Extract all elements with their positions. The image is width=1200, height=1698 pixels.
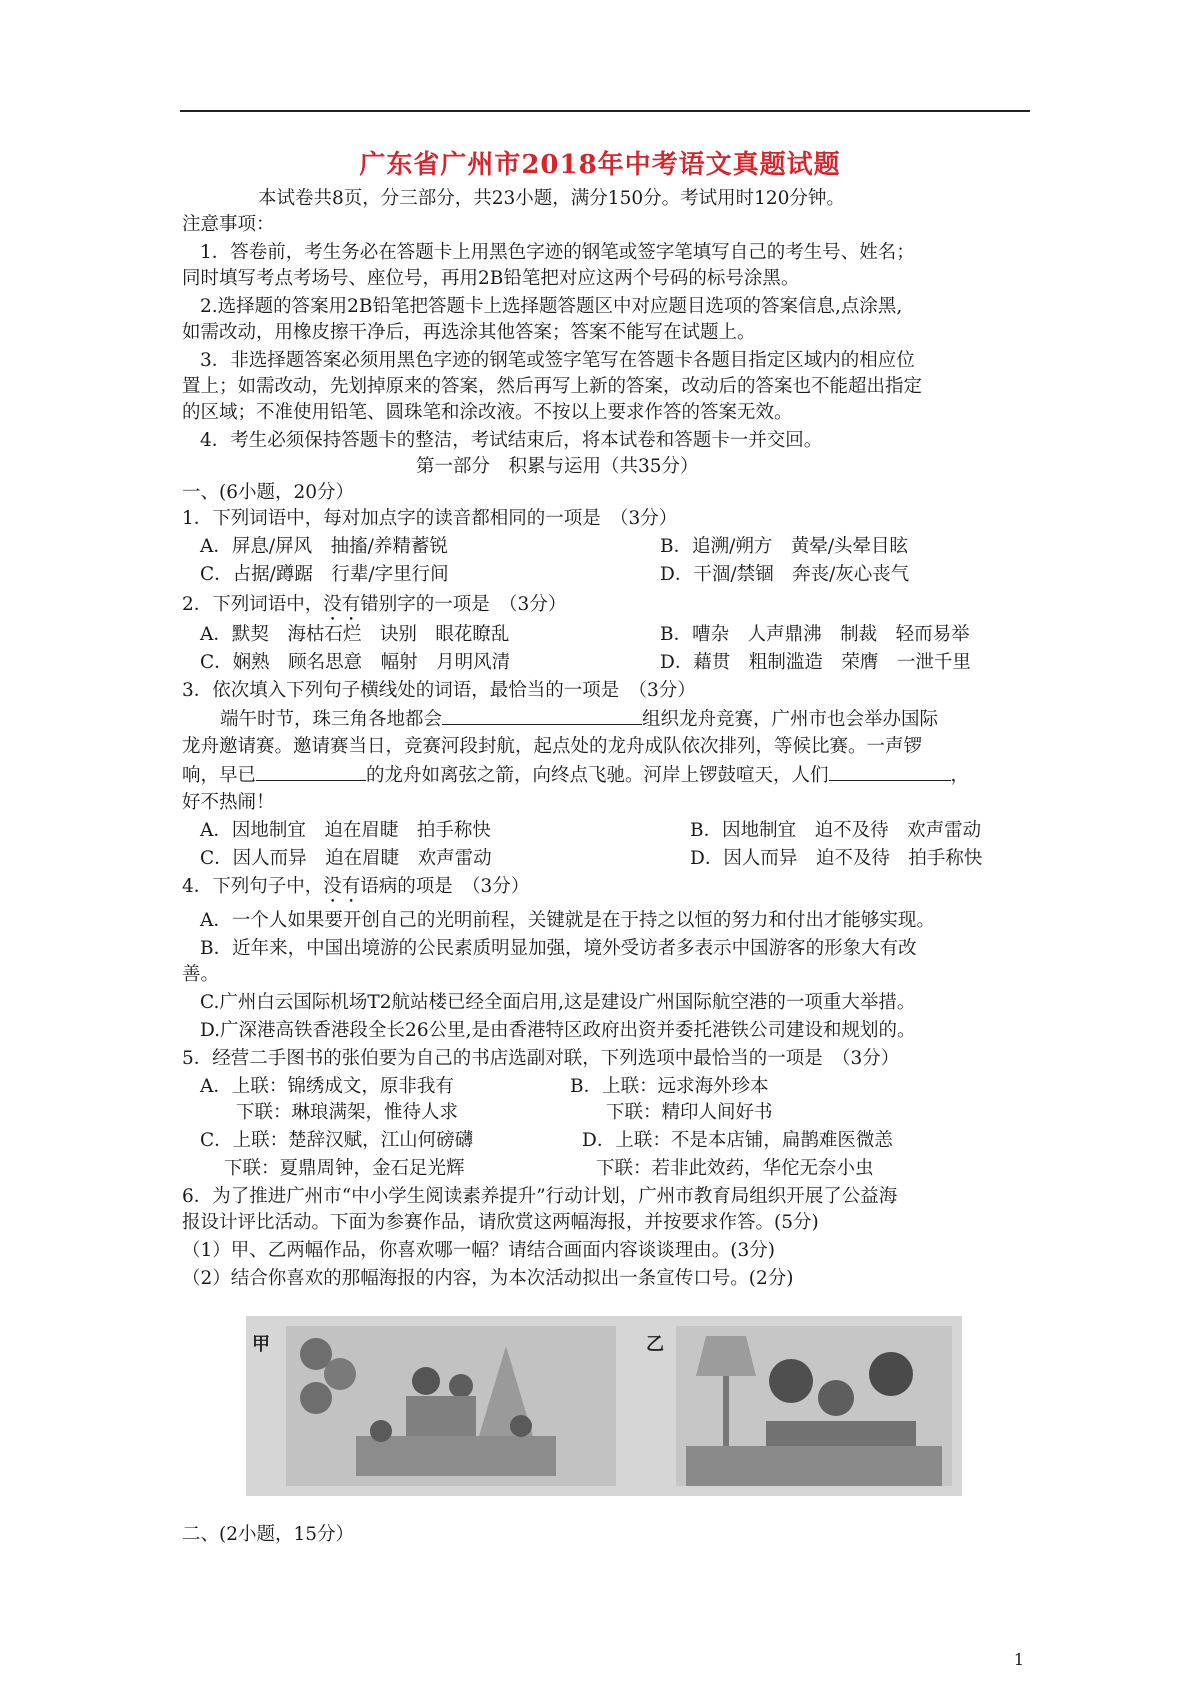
poster-b-image [676, 1326, 952, 1486]
poster-b-illustration [676, 1326, 952, 1486]
q3-option-d: D．因人而异 迫不及待 拍手称快 [690, 848, 983, 869]
q1-option-d: D．干涸/禁锢 奔丧/灰心丧气 [660, 564, 910, 585]
q5-option-c-down: 下联：夏鼎周钟，金石足光辉 [224, 1158, 465, 1179]
q1-option-b: B．追溯/朔方 黄晕/头晕目眩 [660, 536, 909, 557]
q5-stem: 5．经营二手图书的张伯要为自己的书店选副对联，下列选项中最恰当的一项是 （3分） [182, 1048, 900, 1069]
q5-option-a-up: A．上联：锦绣成文，原非我有 [200, 1076, 454, 1097]
q2-stem-post: 错别字的一项是 （3分） [360, 594, 567, 615]
q1-option-a: A．屏息/屏风 抽搐/养精蓄锐 [200, 536, 448, 557]
header-rule [180, 110, 1030, 112]
q3-p3-post: ， [950, 765, 970, 786]
q3-blank-1 [442, 706, 642, 725]
q3-option-a: A．因地制宜 迫在眉睫 拍手称快 [200, 820, 491, 841]
q4-option-b: B．近年来，中国出境游的公民素质明显加强，境外受访者多表示中国游客的形象大有改 [200, 938, 917, 959]
q4-stem [182, 874, 529, 907]
notice-2-cont: 如需改动，用橡皮擦干净后，再选涂其他答案；答案不能写在试题上。 [182, 322, 756, 343]
q4-option-b-cont: 善。 [182, 964, 220, 985]
q5-option-a-down: 下联：琳琅满架，惟待人求 [236, 1102, 459, 1123]
part1-heading: 第一部分 积累与运用（共35分） [416, 456, 699, 477]
q3-blank-3 [829, 762, 951, 781]
q3-p1-post: 组织龙舟竞赛，广州市也会举办国际 [642, 709, 939, 730]
q2-option-c: C．娴熟 顾名思意 幅射 月明风清 [200, 652, 511, 673]
q1-stem: 1．下列词语中，每对加点字的读音都相同的一项是 （3分） [182, 508, 678, 529]
q4-stem-post: 语病的项是 （3分） [360, 876, 530, 897]
q2-stem-emphasis: 没有 [323, 594, 361, 615]
notice-3: 3．非选择题答案必须用黑色字迹的钢笔或签字笔写在答题卡各题目指定区域内的相应位 [200, 350, 915, 371]
notice-3-cont-a: 置上；如需改动，先划掉原来的答案，然后再写上新的答案，改动后的答案也不能超出指定 [182, 376, 923, 397]
q3-stem: 3．依次填入下列句子横线处的词语，最恰当的一项是 （3分） [182, 680, 696, 701]
q3-option-b: B．因地制宜 迫不及待 欢声雷动 [690, 820, 982, 841]
q4-stem-emphasis: 没有 [323, 876, 361, 897]
q6-stem: 6．为了推进广州市“中小学生阅读素养提升”行动计划，广州市教育局组织开展了公益海 [182, 1186, 898, 1207]
q3-blank-2 [256, 762, 366, 781]
q3-option-c: C．因人而异 迫在眉睫 欢声雷动 [200, 848, 492, 869]
notice-1-cont: 同时填写考点考场号、座位号，再用2B铅笔把对应这两个号码的标号涂黑。 [182, 268, 800, 289]
page-title: 广东省广州市2018年中考语文真题试题 [359, 150, 841, 180]
section1-heading: 一、(6小题，20分） [182, 482, 355, 503]
poster-a-image [286, 1326, 616, 1486]
notice-1: 1．答卷前，考生务必在答题卡上用黑色字迹的钢笔或签字笔填写自己的考生号、姓名； [200, 242, 915, 263]
page-number: 1 [1013, 1650, 1024, 1669]
poster-a-label: 甲 [252, 1334, 270, 1355]
q6-stem-cont: 报设计评比活动。下面为参赛作品，请欣赏这两幅海报，并按要求作答。(5分) [182, 1212, 819, 1233]
poster-a-illustration [286, 1326, 616, 1486]
q5-option-b-down: 下联：精印人间好书 [606, 1102, 773, 1123]
q6-sub-question-2: （2）结合你喜欢的那幅海报的内容，为本次活动拟出一条宣传口号。(2分) [182, 1268, 794, 1289]
q3-passage-line3 [182, 762, 969, 789]
q2-option-b: B．嘈杂 人声鼎沸 制裁 轻而易举 [660, 624, 970, 645]
q3-passage-line4: 好不热闹！ [182, 792, 275, 813]
q1-option-c: C．占据/蹲踞 行辈/字里行间 [200, 564, 449, 585]
q5-option-b-up: B．上联：远求海外珍本 [570, 1076, 769, 1097]
q5-option-d-up: D．上联：不是本店铺，扁鹊难医微恙 [582, 1130, 893, 1151]
q2-stem-pre: 2．下列词语中， [182, 594, 324, 615]
q6-sub-question-1: （1）甲、乙两幅作品，你喜欢哪一幅？请结合画面内容谈谈理由。(3分) [182, 1240, 775, 1261]
q4-option-a: A．一个人如果要开创自己的光明前程，关键就是在于持之以恒的努力和付出才能够实现。 [200, 910, 935, 931]
notice-2: 2.选择题的答案用2B铅笔把答题卡上选择题答题区中对应题目选项的答案信息,点涂黑, [200, 296, 903, 317]
q4-stem-pre: 4．下列句子中， [182, 876, 324, 897]
q2-stem [182, 592, 566, 625]
q3-passage-line1 [220, 706, 938, 733]
q5-option-d-down: 下联：若非此效药，华佗无奈小虫 [596, 1158, 874, 1179]
section2-heading: 二、(2小题，15分） [182, 1524, 355, 1545]
q3-p3-mid: 的龙舟如离弦之箭，向终点飞驰。河岸上锣鼓喧天，人们 [366, 765, 829, 786]
q5-option-c-up: C．上联：楚辞汉赋，江山何磅礴 [200, 1130, 474, 1151]
notice-heading: 注意事项： [182, 214, 275, 235]
notice-3-cont-b: 的区域；不准使用铅笔、圆珠笔和涂改液。不按以上要求作答的答案无效。 [182, 402, 793, 423]
q2-option-a: A．默契 海枯石烂 诀别 眼花瞭乱 [200, 624, 510, 645]
q3-p1-pre: 端午时节，珠三角各地都会 [220, 709, 443, 730]
q3-passage-line2: 龙舟邀请赛。邀请赛当日，竞赛河段封航，起点处的龙舟成队依次排列，等候比赛。一声锣 [182, 736, 923, 757]
q2-option-d: D．藉贯 粗制滥造 荣膺 一泄千里 [660, 652, 971, 673]
poster-strip [246, 1316, 962, 1496]
poster-b-label: 乙 [646, 1334, 664, 1355]
q4-option-c: C.广州白云国际机场T2航站楼已经全面启用,这是建设广州国际航空港的一项重大举措。 [200, 992, 916, 1013]
q3-p3-pre: 响，早已 [182, 765, 257, 786]
q4-option-d: D.广深港高铁香港段全长26公里,是由香港特区政府出资并委托港铁公司建设和规划的。 [200, 1020, 916, 1041]
intro-text: 本试卷共8页，分三部分，共23小题，满分150分。考试用时120分钟。 [258, 188, 845, 209]
notice-4: 4．考生必须保持答题卡的整洁，考试结束后，将本试卷和答题卡一并交回。 [200, 430, 823, 451]
